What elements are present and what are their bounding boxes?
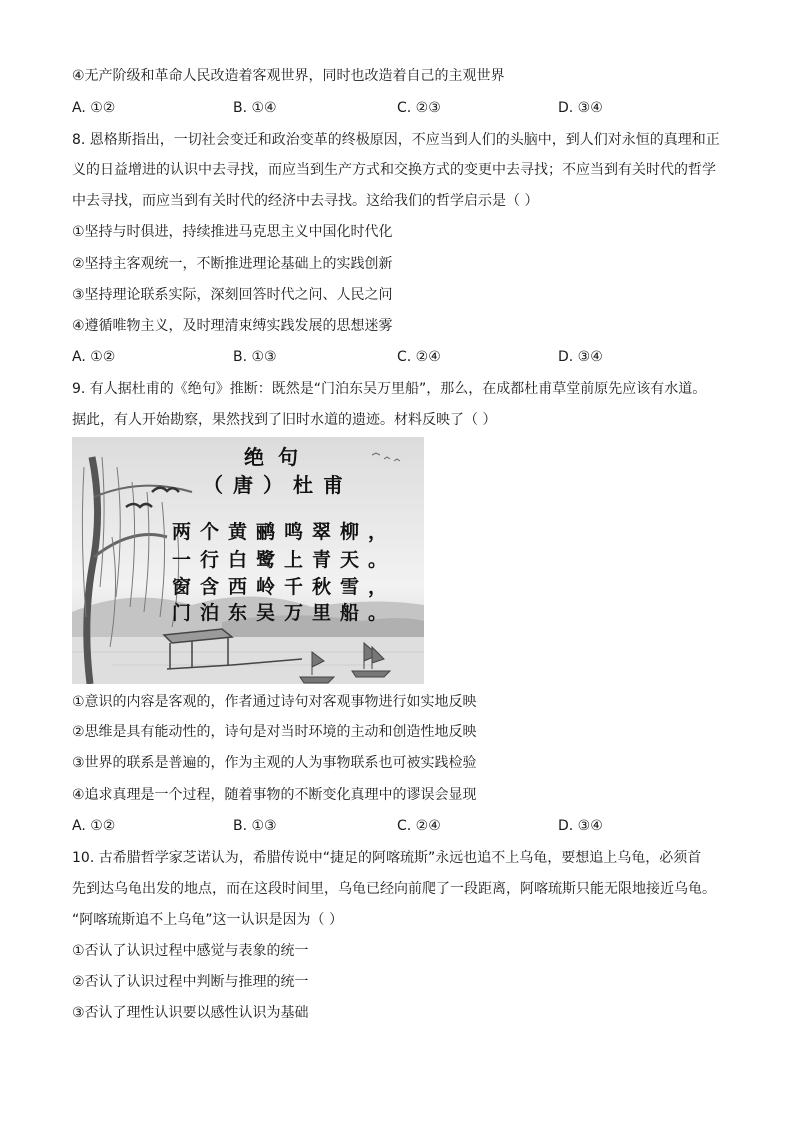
poem-verse-2: 一行白鹭上青天。: [172, 549, 397, 571]
q8-stem-line-1: 8. 恩格斯指出，一切社会变迁和政治变革的终极原因，不应当到人们的头脑中，到人们对永恒的真理和正: [72, 132, 720, 148]
q7-statement-4: ④无产阶级和革命人民改造着客观世界，同时也改造着自己的主观世界: [72, 68, 505, 84]
q7-option-b: B. ①④: [233, 100, 277, 116]
q8-stem-line-3: 中去寻找，而应当到有关时代的经济中去寻找。这给我们的哲学启示是（ ）: [72, 193, 539, 209]
q9-stem-line-1: 9. 有人据杜甫的《绝句》推断：既然是“门泊东吴万里船”，那么，在成都杜甫草堂前原先应该有水道。: [72, 381, 707, 397]
q9-option-b: B. ①③: [233, 818, 277, 834]
poem-verse-4: 门泊东吴万里船。: [172, 602, 397, 624]
poem-illustration: [72, 437, 424, 684]
q9-item-4: ④追求真理是一个过程，随着事物的不断变化真理中的谬误会显现: [72, 787, 477, 803]
q8-option-b: B. ①③: [233, 349, 277, 365]
q8-option-d: D. ③④: [558, 349, 603, 365]
q7-option-c: C. ②③: [397, 100, 441, 116]
q10-stem-line-3: “阿喀琉斯追不上乌龟”这一认识是因为（ ）: [72, 912, 343, 928]
q9-item-3: ③世界的联系是普遍的，作为主观的人为事物联系也可被实践检验: [72, 755, 477, 771]
q7-option-d: D. ③④: [558, 100, 603, 116]
q9-item-1: ①意识的内容是客观的，作者通过诗句对客观事物进行如实地反映: [72, 694, 477, 710]
q10-item-1: ①否认了认识过程中感觉与表象的统一: [72, 943, 309, 959]
q9-option-a: A. ①②: [72, 818, 116, 834]
q10-stem-line-2: 先到达乌龟出发的地点，而在这段时间里，乌龟已经向前爬了一段距离，阿喀琉斯只能无限地接近乌龟。: [72, 881, 716, 897]
q8-option-c: C. ②④: [397, 349, 441, 365]
q10-item-3: ③否认了理性认识要以感性认识为基础: [72, 1005, 309, 1021]
q9-option-d: D. ③④: [558, 818, 603, 834]
q10-stem-line-1: 10. 古希腊哲学家芝诺认为，希腊传说中“捷足的阿喀琉斯”永远也追不上乌龟，要想追上乌龟，必须首: [72, 850, 702, 866]
q8-stem-line-2: 义的日益增进的认识中去寻找，而应当到生产方式和交换方式的变更中去寻找；不应当到有关时代的哲学: [72, 162, 716, 178]
q8-item-4: ④遵循唯物主义，及时理清束缚实践发展的思想迷雾: [72, 318, 393, 334]
poem-author: （唐）杜甫: [203, 473, 353, 497]
q8-option-a: A. ①②: [72, 349, 116, 365]
q8-item-3: ③坚持理论联系实际，深刻回答时代之问、人民之问: [72, 287, 393, 303]
q9-option-c: C. ②④: [397, 818, 441, 834]
poem-verse-3: 窗含西岭千秋雪，: [172, 576, 397, 598]
q8-item-2: ②坚持主客观统一，不断推进理论基础上的实践创新: [72, 256, 393, 272]
q10-item-2: ②否认了认识过程中判断与推理的统一: [72, 974, 309, 990]
poem-verse-1: 两个黄鹂鸣翠柳，: [172, 521, 397, 543]
poem-title: 绝句: [244, 445, 312, 469]
q9-stem-line-2: 据此，有人开始勘察，果然找到了旧时水道的遗迹。材料反映了（ ）: [72, 412, 497, 428]
q9-item-2: ②思维是具有能动性的，诗句是对当时环境的主动和创造性地反映: [72, 724, 477, 740]
q7-option-a: A. ①②: [72, 100, 116, 116]
q8-item-1: ①坚持与时俱进，持续推进马克思主义中国化时代化: [72, 224, 393, 240]
